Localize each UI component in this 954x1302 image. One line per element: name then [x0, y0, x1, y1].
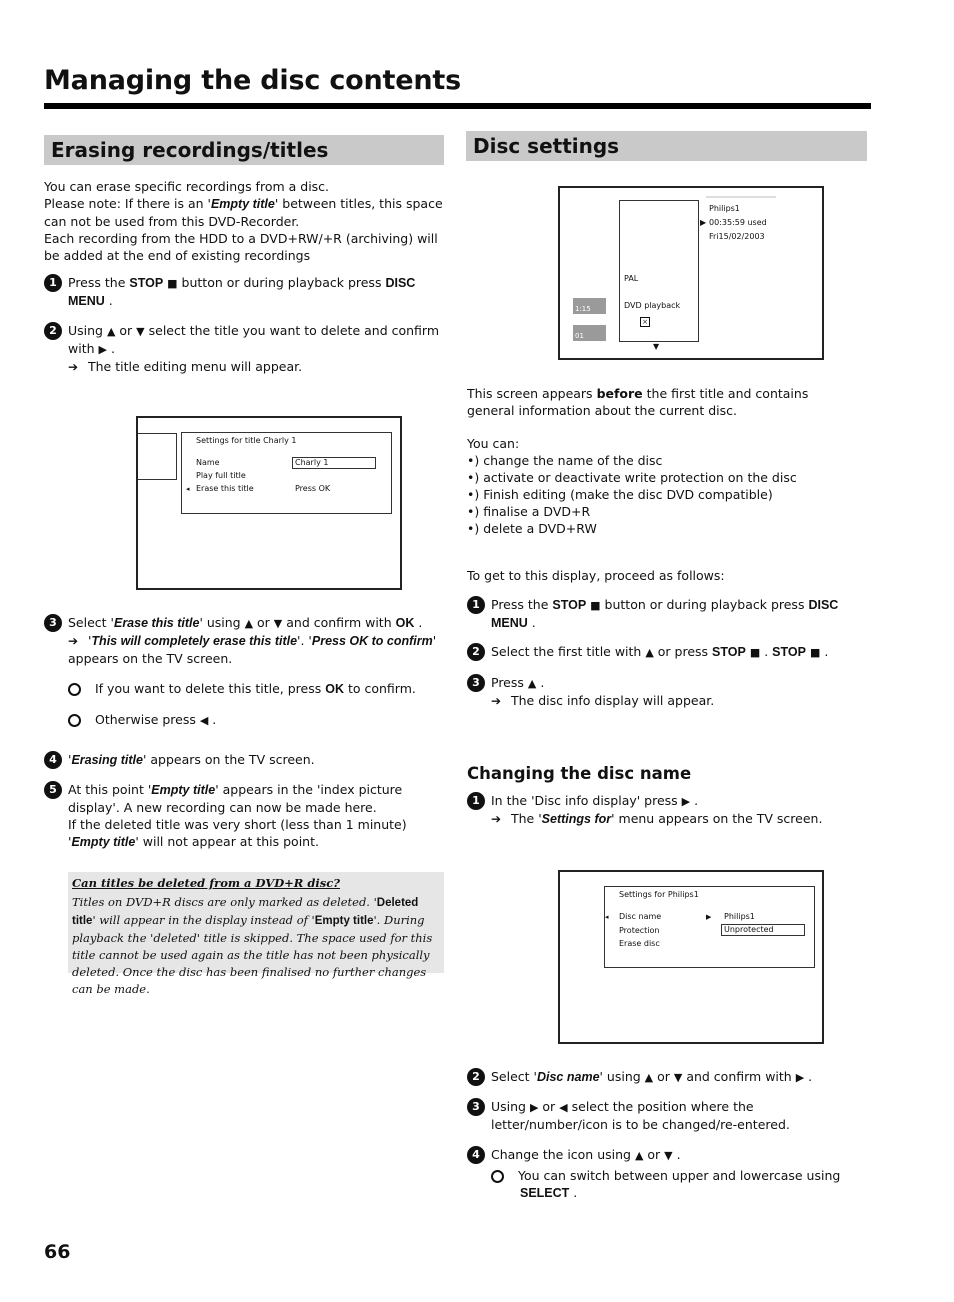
erase-heading: Erasing recordings/titles — [44, 135, 444, 165]
text: In the 'Disc info display' press — [491, 793, 682, 808]
page-number: 66 — [44, 1241, 71, 1263]
page-title: Managing the disc contents — [44, 65, 461, 96]
emph: This will completely erase this title — [91, 634, 298, 648]
option-bullet-icon — [68, 714, 81, 727]
disc-option-item: •) Finish editing (make the disc DVD compatible) — [467, 487, 773, 502]
text: or — [653, 1069, 674, 1084]
changing-disc-name-heading: Changing the disc name — [467, 764, 692, 783]
text: select the position where the letter/number/icon is to be changed/re-entered. — [491, 1099, 790, 1132]
disc-step-3 — [467, 674, 867, 712]
step-text — [491, 792, 861, 828]
text: or press — [653, 644, 713, 659]
disc-info-panel — [619, 200, 699, 342]
step-text — [491, 1098, 867, 1133]
stop-key: STOP — [129, 276, 164, 290]
text: . — [414, 615, 423, 630]
up-arrow-icon: ▲ — [645, 646, 654, 659]
step-number: 2 — [467, 1068, 485, 1086]
text: or — [538, 1099, 560, 1114]
right-arrow-icon: ▶ — [98, 343, 107, 356]
erase-step-3 — [44, 614, 444, 674]
text: . — [672, 1147, 681, 1162]
stop-key: STOP — [772, 645, 806, 659]
step-text — [68, 781, 440, 851]
text: ' — [68, 752, 72, 767]
step-text — [491, 1146, 861, 1164]
stop-icon: ■ — [809, 646, 821, 659]
down-arrow-icon: ▼ — [673, 1071, 683, 1084]
text: Select the first title with — [491, 644, 646, 659]
scroll-down-icon: ▼ — [653, 342, 660, 351]
text: . — [804, 1069, 813, 1084]
text: Press — [491, 675, 528, 690]
text: and confirm with — [682, 1069, 796, 1084]
text: ' menu appears on the TV screen. — [611, 811, 823, 826]
title-edit-screen — [136, 416, 402, 590]
emph: Empty title — [314, 915, 374, 927]
step-text — [68, 274, 438, 310]
you-can-label: You can: — [467, 436, 520, 451]
text: Select ' — [491, 1069, 537, 1084]
text: ' will appear in the display instead of ' — [92, 913, 315, 927]
pal-label: PAL — [624, 274, 639, 283]
dvd-playback-label: DVD playback — [624, 301, 681, 310]
disc-settings-heading: Disc settings — [466, 131, 867, 161]
erase-step-1 — [44, 274, 444, 314]
protection-value-field[interactable]: Unprotected — [721, 924, 805, 936]
step-number: 2 — [467, 643, 485, 661]
step-text — [68, 322, 444, 376]
text: '. During playback the 'deleted' title is skipped. The space used for this title cannot be used again as the title has not been physically deleted. Once the disc has been finalised no further changes can be made. — [72, 913, 433, 996]
text: ' using — [199, 615, 245, 630]
emph: Disc name — [536, 1070, 600, 1084]
right-arrow-icon: ▶ — [529, 1101, 539, 1114]
disc-menu-key: DISC MENU — [68, 276, 416, 308]
thumbnail-box — [138, 433, 177, 480]
step-text — [68, 751, 438, 769]
text: ' using — [599, 1069, 645, 1084]
up-arrow-icon: ▲ — [527, 677, 537, 690]
step-number: 5 — [44, 781, 62, 799]
name-step-4 — [467, 1146, 867, 1166]
selector-left-icon: ◂ — [186, 485, 190, 493]
erase-step-2 — [44, 322, 444, 378]
text: . — [536, 675, 545, 690]
text: ' will not appear at this point. — [135, 834, 319, 849]
text: At this point ' — [68, 782, 152, 797]
disc-step-1 — [467, 596, 867, 636]
protection-item[interactable]: Protection — [619, 926, 660, 935]
emph: Empty title — [71, 835, 136, 849]
text: . — [820, 644, 829, 659]
disc-desc-1 — [467, 385, 847, 419]
checkbox-icon[interactable]: × — [640, 317, 650, 327]
stop-icon: ■ — [167, 277, 178, 290]
disc-option-item: •) activate or deactivate write protection on the disc — [467, 470, 797, 485]
up-arrow-icon: ▲ — [244, 617, 254, 630]
name-step-1 — [467, 792, 867, 830]
disc-options-list — [467, 452, 847, 537]
text: Press the — [491, 597, 553, 612]
ok-key: OK — [395, 616, 415, 630]
intro-text: Please note: If there is an ' — [44, 196, 211, 211]
step-number: 1 — [467, 792, 485, 810]
disc-description — [467, 385, 847, 537]
disc-settings-screen — [558, 870, 824, 1044]
disc-option-item: •) finalise a DVD+R — [467, 504, 591, 519]
disc-step-2 — [467, 643, 867, 663]
name-field[interactable]: Charly 1 — [292, 457, 376, 469]
text: and confirm with — [282, 615, 396, 630]
date-label: Fri15/02/2003 — [709, 232, 765, 241]
result-arrow-icon: ➔ — [68, 634, 79, 648]
erase-step-4 — [44, 751, 444, 771]
erase-title-item[interactable]: Erase this title — [196, 484, 254, 493]
step-number: 3 — [44, 614, 62, 632]
name-step-3 — [467, 1098, 867, 1136]
emph: Deleted title — [72, 897, 419, 927]
text: select the title you want to delete and confirm with — [68, 323, 440, 356]
ok-key: OK — [325, 682, 344, 696]
emph: Empty title — [151, 783, 216, 797]
emph: before — [596, 386, 643, 401]
emph: Erase this title — [113, 616, 200, 630]
thumbnail-1[interactable]: 1:15 — [573, 298, 606, 314]
step-number: 3 — [467, 674, 485, 692]
disc-menu-key: DISC MENU — [491, 598, 839, 630]
used-label: 00:35:59 used — [709, 218, 767, 227]
text: . — [569, 1185, 578, 1200]
settings-panel — [604, 886, 815, 968]
up-arrow-icon: ▲ — [644, 1071, 654, 1084]
option-bullet-icon — [68, 683, 81, 696]
thumbnail-2[interactable]: 01 — [573, 325, 606, 341]
press-ok-label: Press OK — [295, 484, 331, 493]
text: ' appears on the TV screen. — [142, 752, 315, 767]
text: Using — [491, 1099, 530, 1114]
up-arrow-icon: ▲ — [106, 325, 116, 338]
note-heading: Can titles be deleted from a DVD+R disc? — [72, 876, 340, 890]
up-arrow-icon: ▲ — [634, 1149, 644, 1162]
result-arrow-icon: ➔ — [68, 360, 79, 374]
down-arrow-icon: ▼ — [273, 617, 283, 630]
disc-info-screen — [558, 186, 824, 360]
text: Titles on DVD+R discs are only marked as deleted. ' — [72, 895, 377, 909]
select-key: SELECT — [520, 1186, 570, 1200]
text: This screen appears — [467, 386, 597, 401]
text: or — [115, 323, 137, 338]
result-text: The title editing menu will appear. — [87, 359, 303, 374]
emph: Press OK to confirm — [311, 634, 433, 648]
erase-option-1 — [68, 680, 438, 698]
step-text: Select 'Erase this title' using ▲ or ▼ and confirm with OK . ➔ 'This will completely erase this title'. 'Press OK to confirm' appears on the TV screen. — [68, 615, 437, 666]
text: . — [690, 793, 699, 808]
left-arrow-icon: ◀ — [199, 714, 209, 727]
text: The ' — [510, 811, 542, 826]
emph: Settings for — [541, 812, 612, 826]
left-arrow-icon: ◀ — [559, 1101, 568, 1114]
intro-line-3: Each recording from the HDD to a DVD+RW/+R (archiving) will be added at the end of existing recordings — [44, 231, 438, 263]
result-text: The disc info display will appear. — [510, 693, 715, 708]
step-number: 1 — [467, 596, 485, 614]
name-label: Name — [196, 458, 220, 467]
text: Change the icon using — [491, 1147, 635, 1162]
text: ' appears on the TV screen. — [68, 633, 437, 666]
step-number: 4 — [44, 751, 62, 769]
step-text — [491, 674, 851, 710]
disc-option-item: •) change the name of the disc — [467, 453, 663, 468]
right-arrow-icon: ▶ — [795, 1071, 805, 1084]
text: Press the — [68, 275, 130, 290]
disc-option-item: •) delete a DVD+RW — [467, 521, 597, 536]
settings-heading: Settings for Philips1 — [619, 890, 699, 899]
selector-left-icon: ◂ — [605, 913, 609, 921]
name-step-2 — [467, 1068, 867, 1088]
step-number: 3 — [467, 1098, 485, 1116]
name-dots — [706, 196, 776, 198]
stop-icon: ■ — [590, 599, 601, 612]
result-arrow-icon: ➔ — [491, 812, 502, 826]
text: Select ' — [68, 615, 114, 630]
text: . — [760, 644, 773, 659]
text: . — [106, 341, 115, 356]
result-arrow-icon: ➔ — [491, 694, 502, 708]
option-bullet-icon — [491, 1170, 504, 1183]
right-arrow-icon: ▶ — [681, 795, 691, 808]
name-step-4-option — [491, 1167, 861, 1202]
settings-heading: Settings for title Charly 1 — [196, 436, 297, 445]
selector-right-icon: ▶ — [706, 913, 712, 921]
selector-right-icon: ▶ — [700, 218, 707, 227]
down-arrow-icon: ▼ — [664, 1149, 673, 1162]
text: Otherwise press — [95, 712, 200, 727]
step-number: 2 — [44, 322, 62, 340]
stop-key: STOP — [712, 645, 746, 659]
step-text — [491, 596, 851, 632]
text: the first title and contains general information about the current disc. — [467, 386, 809, 418]
stop-key: STOP — [552, 598, 587, 612]
settings-panel — [181, 432, 392, 514]
text: If the deleted title was very short (less than 1 minute) ' — [68, 817, 407, 849]
step-text — [491, 643, 867, 661]
text: Using — [68, 323, 107, 338]
step-number: 4 — [467, 1146, 485, 1164]
disc-name-label: Philips1 — [709, 204, 740, 213]
disc-name-value[interactable]: Philips1 — [724, 912, 755, 921]
text: You can switch between upper and lowercase using — [518, 1168, 841, 1183]
text: button or during playback press — [177, 275, 386, 290]
text: button or during playback press — [600, 597, 809, 612]
step-number: 1 — [44, 274, 62, 292]
erase-step-5 — [44, 781, 444, 851]
erase-intro — [44, 178, 444, 264]
text: to confirm. — [343, 681, 416, 696]
text: . — [104, 293, 113, 308]
intro-line-2 — [44, 195, 444, 230]
text: . — [527, 615, 536, 630]
erase-option-2: Otherwise press ◀ . — [68, 711, 438, 729]
intro-line-1: You can erase specific recordings from a disc. — [44, 179, 330, 194]
dvdr-note — [68, 872, 444, 996]
stop-icon: ■ — [749, 646, 761, 659]
step-text — [491, 1068, 867, 1086]
note-body — [72, 894, 440, 998]
play-full-title-item[interactable]: Play full title — [196, 471, 246, 480]
intro-text: ' between titles, this space can not be used from this DVD-Recorder. — [44, 196, 443, 229]
intro-emph: Empty title — [210, 197, 275, 211]
text: ' appears in the 'index picture display'. A new recording can now be made here. — [68, 782, 403, 815]
text: If you want to delete this title, press — [95, 681, 326, 696]
erase-disc-item[interactable]: Erase disc — [619, 939, 660, 948]
emph: Erasing title — [71, 753, 143, 767]
get-to-display-text: To get to this display, proceed as follows: — [467, 568, 725, 583]
down-arrow-icon: ▼ — [136, 325, 145, 338]
text: or — [643, 1147, 665, 1162]
disc-name-item[interactable]: Disc name — [619, 912, 662, 921]
title-rule — [44, 103, 871, 109]
